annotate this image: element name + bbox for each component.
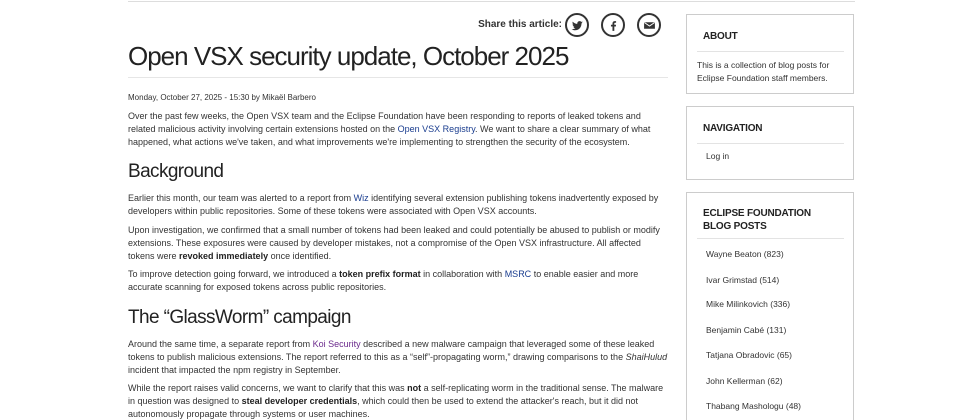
koi-security-link[interactable]: Koi Security <box>312 339 361 349</box>
about-box <box>686 14 854 94</box>
navigation-divider <box>697 143 844 144</box>
open-vsx-registry-link[interactable]: Open VSX Registry <box>397 123 476 134</box>
share-bar <box>128 10 668 40</box>
article-title: Open VSX security update, October 2025 <box>128 41 569 71</box>
wiz-link[interactable]: Wiz <box>353 193 369 203</box>
msrc-link[interactable]: MSRC <box>504 269 532 279</box>
facebook-share-button[interactable] <box>601 13 625 37</box>
navigation-box <box>686 106 854 180</box>
heading-glassworm: The “GlassWorm” campaign <box>128 307 351 328</box>
blog-posts-divider <box>697 238 844 239</box>
blog-posts-heading-line1: ECLIPSE FOUNDATION <box>703 208 811 219</box>
author-link-benjamin-cabe[interactable]: Benjamin Cabé (131) <box>706 325 787 335</box>
author-link-wayne-beaton[interactable]: Wayne Beaton (823) <box>706 249 784 259</box>
author-link-john-kellerman[interactable]: John Kellerman (62) <box>706 376 783 386</box>
about-text: This is a collection of blog posts for Eclipse Foundation staff members. <box>697 60 830 83</box>
login-link[interactable]: Log in <box>706 151 730 161</box>
about-divider <box>697 51 844 52</box>
author-link-ivar-grimstad[interactable]: Ivar Grimstad (514) <box>706 275 780 285</box>
background-paragraph-3: To improve detection going forward, we introduced a token prefix format in collaboration with MSRC to enable easier and more accurate scanning for exposed tokens across public repositories. <box>128 269 639 292</box>
article-meta: Monday, October 27, 2025 - 15:30 by Mikaël Barbero <box>128 93 316 102</box>
about-heading: ABOUT <box>703 31 738 42</box>
background-paragraph-2: Upon investigation, we confirmed that a small number of tokens had been leaked and could potentially be abused to publish or modify extensions. These exposures were caused by developer mistakes, not a compromise of the Open VSX infrastructure. All affected tokens were revoked immediately once identified. <box>128 225 660 261</box>
title-divider <box>128 77 668 78</box>
facebook-icon <box>607 19 620 32</box>
top-divider <box>128 1 855 2</box>
author-link-thabang-mashologu[interactable]: Thabang Mashologu (48) <box>706 401 801 411</box>
share-label: Share this article: <box>478 19 562 30</box>
email-share-button[interactable] <box>637 13 661 37</box>
glassworm-paragraph-2: While the report raises valid concerns, we want to clarify that this was not a self-replicating worm in the traditional sense. The malware in question was designed to steal developer credentials, which could then be used to extend the attacker's reach, but it did not autonomously propagate through systems or user machines. <box>128 383 664 419</box>
navigation-heading: NAVIGATION <box>703 123 763 134</box>
glassworm-paragraph-1: Around the same time, a separate report from Koi Security described a new malware campaign that leveraged some of these leaked tokens to publish malicious extensions. The report referred to this as a “self”-propagating worm,” drawing comparisons to the ShaiHulud incident that impacted the npm registry in September. <box>128 339 668 375</box>
twitter-share-button[interactable] <box>565 13 589 37</box>
email-icon <box>643 19 656 32</box>
twitter-icon <box>571 19 584 32</box>
blog-posts-box <box>686 192 854 420</box>
author-link-mike-milinkovich[interactable]: Mike Milinkovich (336) <box>706 299 791 309</box>
background-paragraph-1: Earlier this month, our team was alerted to a report from Wiz identifying several extension publishing tokens inadvertently exposed by developers within public repositories. Some of these tokens were associated with Open VSX accounts. <box>128 193 659 216</box>
blog-posts-heading-line2: BLOG POSTS <box>703 221 767 232</box>
intro-paragraph: Over the past few weeks, the Open VSX team and the Eclipse Foundation have been responding to reports of leaked tokens and related malicious activity involving certain extensions hosted on the Open VSX Registry. We want to share a clear summary of what happened, what actions we've taken, and what improvements we're implementing to strengthen the security of the ecosystem. <box>128 111 651 147</box>
author-link-tatjana-obradovic[interactable]: Tatjana Obradovic (65) <box>706 350 792 360</box>
heading-background: Background <box>128 161 224 182</box>
